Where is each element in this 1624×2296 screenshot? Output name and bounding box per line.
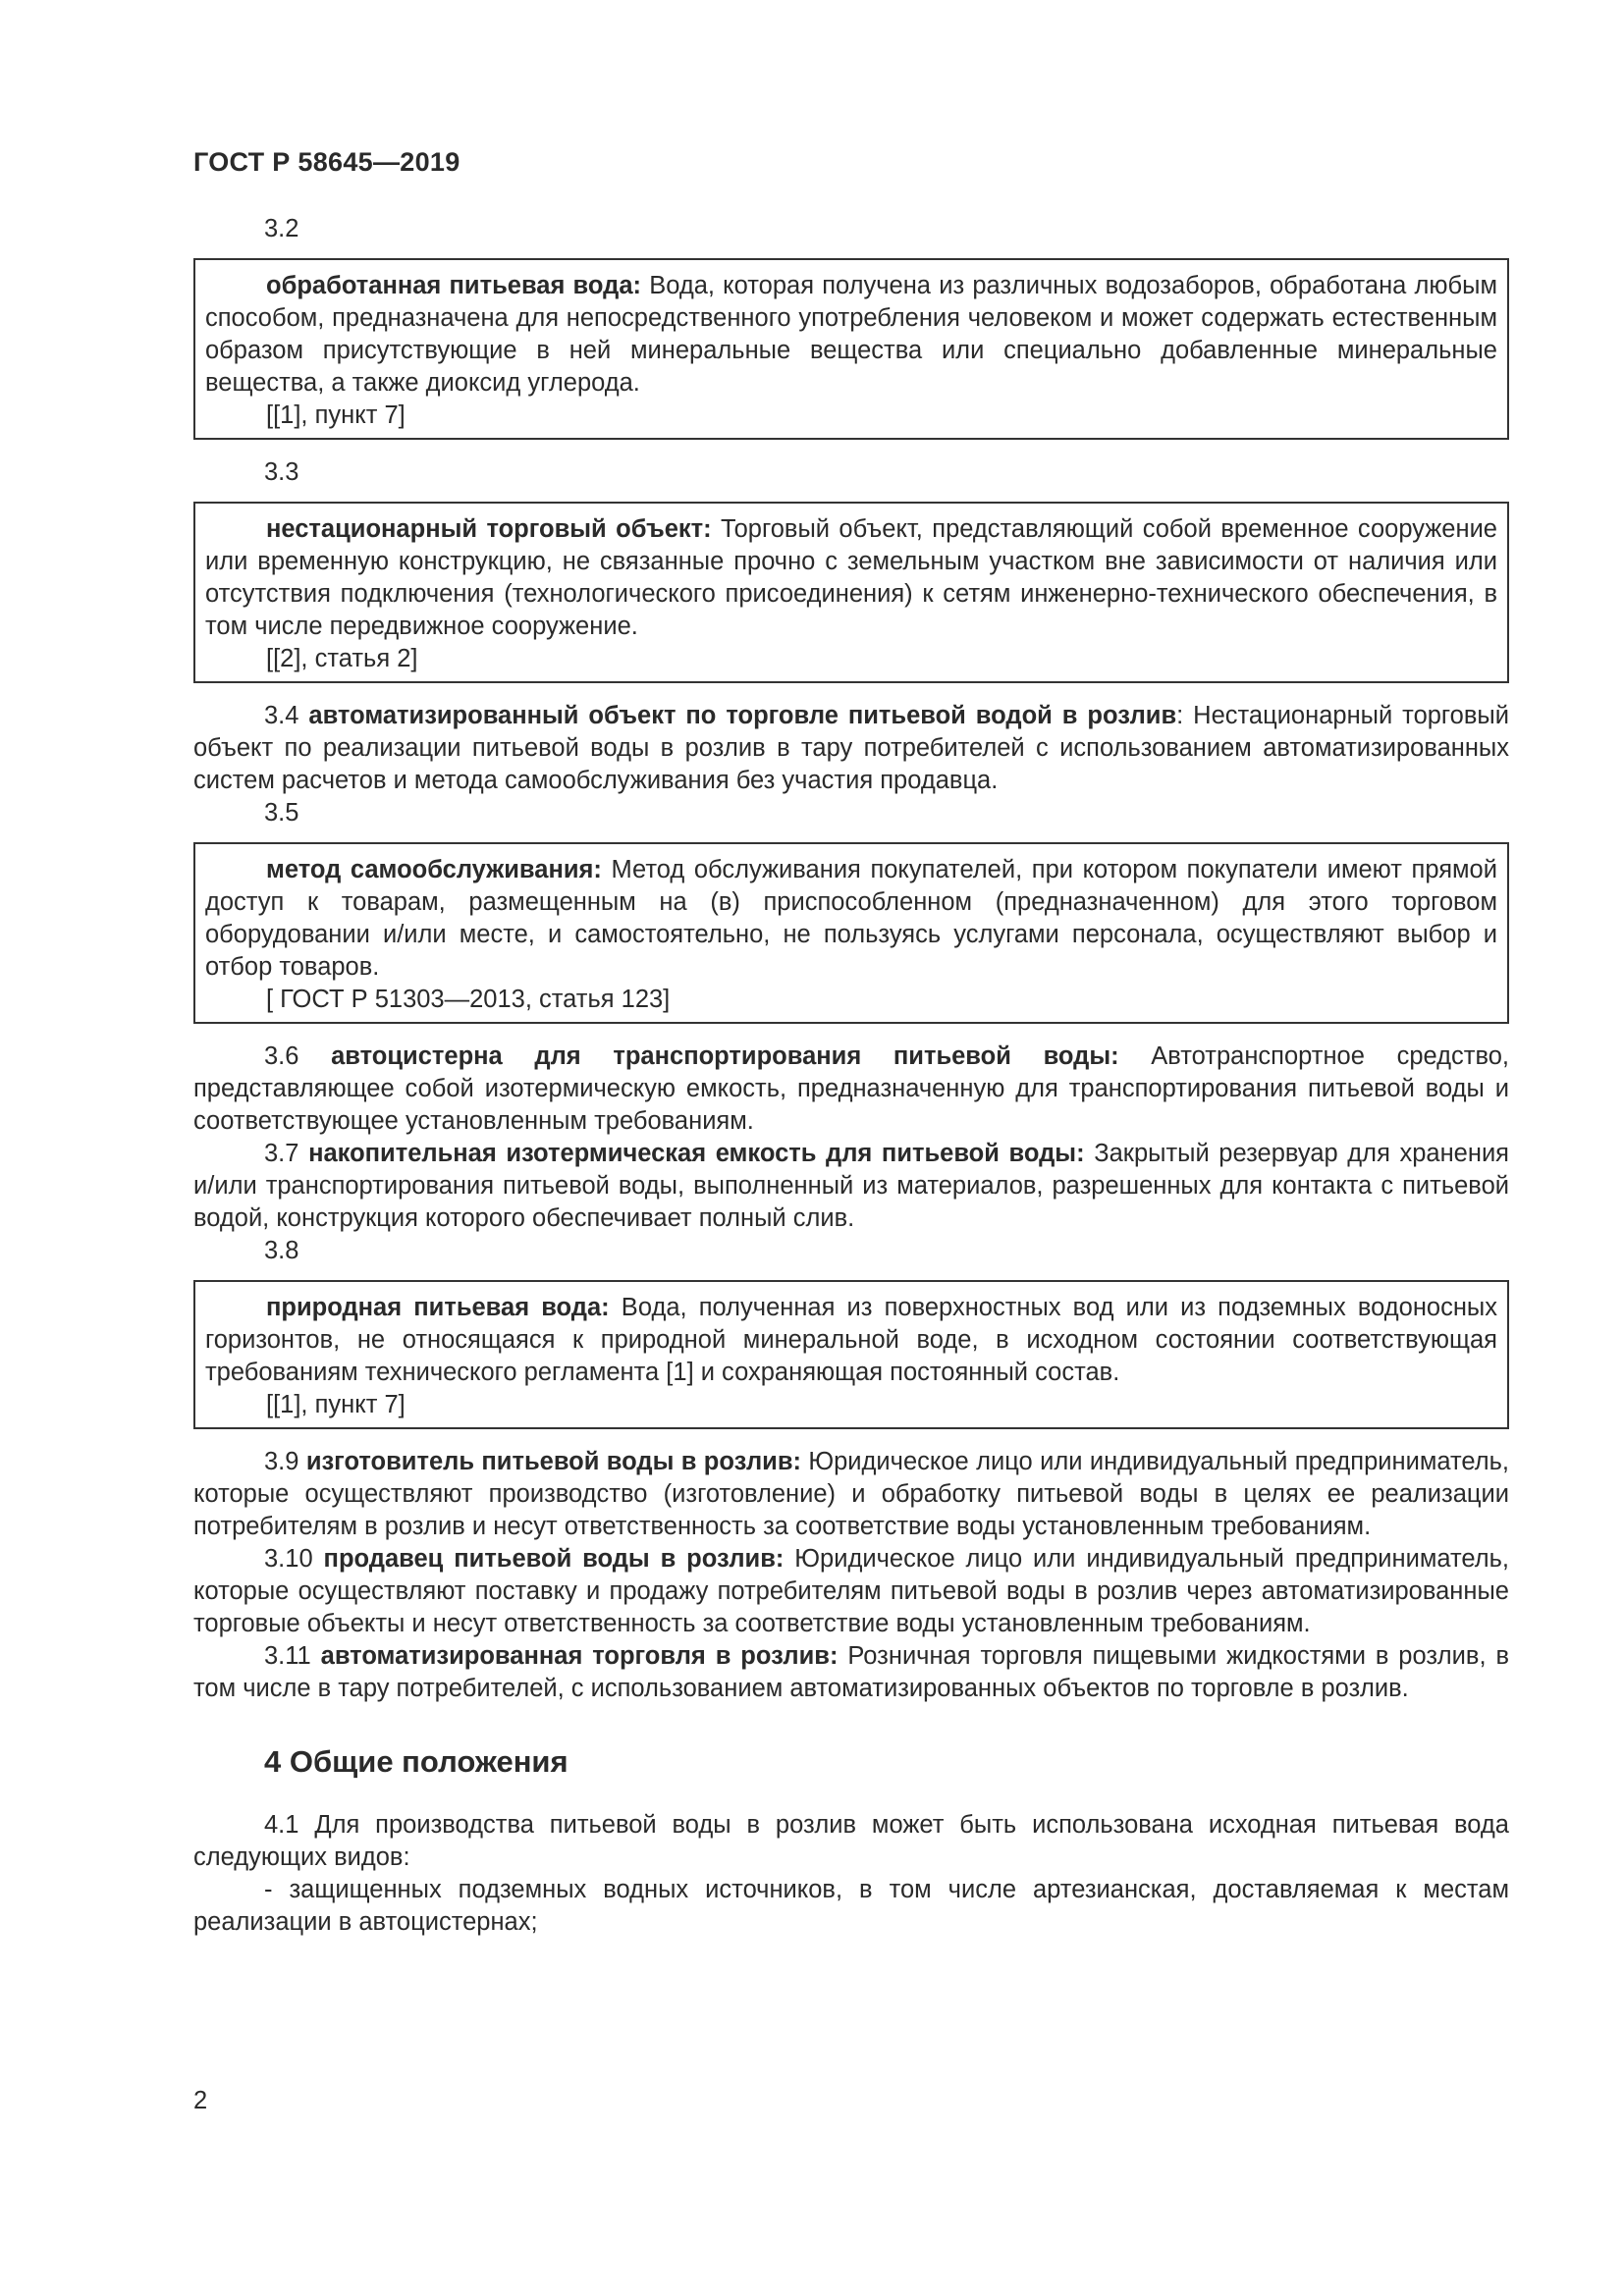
term-number: 3.4: [264, 702, 309, 729]
definition-paragraph: [193, 1138, 1509, 1235]
term-definition: Вода, которая получена из различных водозаборов, обработана любым способом, предназначена для непосредственного употребления человеком и может содержать естественным образом присутствующие в ней минеральные вещества или специально добавленные минеральные вещества, а также диоксид углерода.: [205, 272, 1498, 397]
term-definition: Юридическое лицо или индивидуальный предприниматель, которые осуществляют поставку и продажу потребителям питьевой воды в розлив через автоматизированные торговые объекты и несут ответственность за соответствие воды установленным требованиям.: [193, 1545, 1510, 1637]
term-name: метод самообслуживания:: [266, 856, 602, 883]
page-number: 2: [193, 2087, 208, 2114]
term-name: автоцистерна для транспортирования питьевой воды:: [331, 1042, 1119, 1070]
definition-source: [[2], статья 2]: [266, 645, 418, 672]
definition-box: [193, 502, 1509, 683]
term-name: изготовитель питьевой воды в розлив:: [305, 1448, 801, 1475]
definition-source: [ ГОСТ Р 51303—2013, статья 123]: [266, 986, 671, 1013]
definition-source: [[1], пункт 7]: [266, 401, 406, 429]
term-definition: : Нестационарный торговый объект по реализации питьевой воды в розлив в тару потребителей с использованием автоматизированных систем расчетов и метода самообслуживания без участия продавца.: [193, 702, 1509, 794]
term-name: автоматизированный объект по торговле питьевой водой в розлив: [308, 702, 1177, 729]
term-definition: Метод обслуживания покупателей, при котором покупатели имеют прямой доступ к товарам, размещенным на (в) приспособленном (предназначенном) для этого торговом оборудовании и/или месте, и самостоятельно, не пользуясь услугами персонала, осуществляют выбор и отбор товаров.: [205, 856, 1497, 981]
term-name: природная питьевая вода:: [266, 1294, 610, 1321]
definition-paragraph: [193, 1041, 1509, 1138]
term-name: нестационарный торговый объект:: [266, 515, 712, 543]
term-name: продавец питьевой воды в розлив:: [323, 1545, 785, 1573]
term-number: 3.8: [264, 1237, 299, 1264]
definition-paragraph: [205, 854, 1497, 984]
term-name: обработанная питьевая вода:: [266, 272, 641, 299]
definition-paragraph: [193, 1640, 1509, 1705]
definition-box: [193, 842, 1509, 1024]
term-name: автоматизированная торговля в розлив:: [320, 1642, 839, 1670]
term-number: 3.10: [264, 1545, 324, 1573]
term-number: 3.2: [264, 215, 299, 242]
term-definition: Вода, полученная из поверхностных вод или из подземных водоносных горизонтов, не относящаяся к природной минеральной воде, в исходном состоянии соответствующая требованиям технического регламента [1] и сохраняющая постоянный состав.: [205, 1294, 1498, 1386]
term-number: 3.7: [264, 1140, 309, 1167]
definition-paragraph: [205, 1292, 1497, 1389]
definition-paragraph: [193, 700, 1509, 797]
definition-paragraph: [193, 1543, 1509, 1640]
definition-paragraph: [193, 1446, 1509, 1543]
definition-box: [193, 1280, 1509, 1429]
term-definition: Розничная торговля пищевыми жидкостями в розлив, в том числе в тару потребителей, с использованием автоматизированных объектов по торговле в розлив.: [193, 1642, 1509, 1702]
term-definition: Закрытый резервуар для хранения и/или транспортирования питьевой воды, выполненный из материалов, разрешенных для контакта с питьевой водой, конструкция которого обеспечивает полный слив.: [193, 1140, 1509, 1232]
definition-paragraph: [205, 270, 1497, 400]
term-name: накопительная изотермическая емкость для питьевой воды:: [308, 1140, 1085, 1167]
definition-paragraph: [205, 513, 1497, 643]
list-item: - защищенных подземных водных источников, в том числе артезианская, доставляемая к местам реализации в автоцистернах;: [193, 1876, 1509, 1936]
definition-box: [193, 258, 1509, 440]
body-paragraph: 4.1 Для производства питьевой воды в розлив может быть использована исходная питьевая вода следующих видов:: [193, 1811, 1509, 1871]
document-page: [193, 147, 1509, 1939]
term-definition: Юридическое лицо или индивидуальный предприниматель, которые осуществляют производство (изготовление) и обработку питьевой воды в целях ее реализации потребителям в розлив и несут ответственность за соответствие воды установленным требованиям.: [193, 1448, 1509, 1540]
definition-source: [[1], пункт 7]: [266, 1391, 406, 1418]
document-header: ГОСТ Р 58645—2019: [193, 147, 460, 177]
section-heading: 4 Общие положения: [264, 1744, 568, 1779]
term-definition: Торговый объект, представляющий собой временное сооружение или временную конструкцию, не связанные прочно с земельным участком вне зависимости от наличия или отсутствия подключения (технологического присоединения) к сетям инженерно-технического обеспечения, в том числе передвижное сооружение.: [205, 515, 1497, 640]
term-number: 3.5: [264, 799, 299, 827]
term-number: 3.3: [264, 458, 299, 486]
term-number: 3.11: [264, 1642, 321, 1670]
term-number: 3.6: [264, 1042, 332, 1070]
term-definition: Автотранспортное средство, представляющее собой изотермическую емкость, предназначенную для транспортирования питьевой воды и соответствующее установленным требованиям.: [193, 1042, 1509, 1135]
term-number: 3.9: [264, 1448, 306, 1475]
